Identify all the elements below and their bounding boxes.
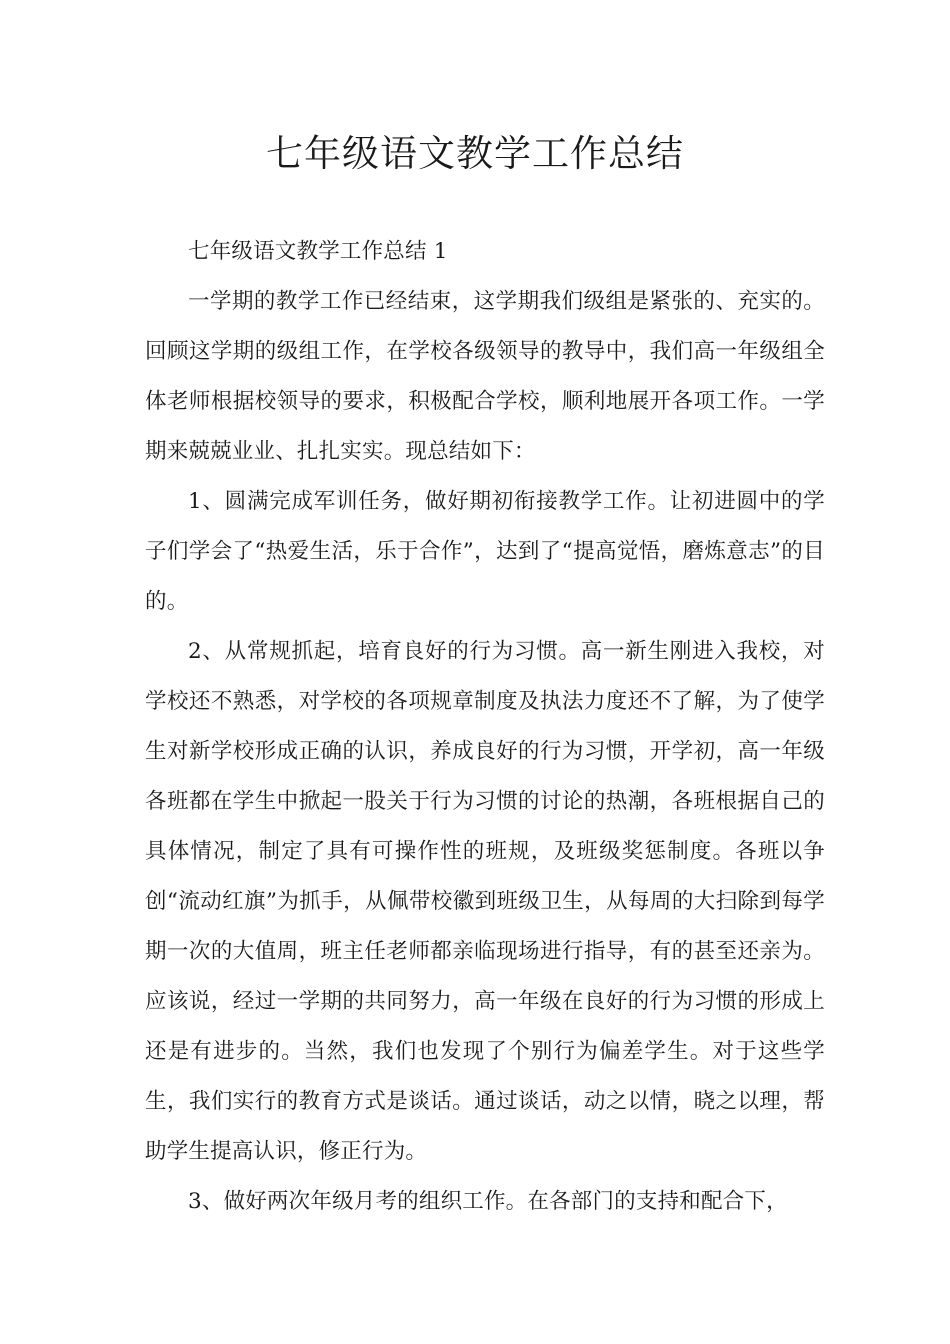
document-title: 七年级语文教学工作总结 (266, 132, 684, 175)
paragraph-intro: 一学期的教学工作已经结束，这学期我们级组是紧张的、充实的。回顾这学期的级组工作，在学校各级领导的教导中，我们高一年级组全体老师根据校领导的要求，积极配合学校，顺利地展开各项工作。一学期来兢兢业业、扎扎实实。现总结如下： (145, 289, 825, 464)
paragraph-item-1: 1、圆满完成军训任务，做好期初衔接教学工作。让初进圆中的学子们学会了“热爱生活，乐于合作”，达到了“提高觉悟，磨炼意志”的目的。 (145, 489, 825, 614)
paragraph-item-3: 3、做好两次年级月考的组织工作。在各部门的支持和配合下， (188, 1189, 788, 1214)
paragraph-item-2: 2、从常规抓起，培育良好的行为习惯。高一新生刚进入我校，对学校还不熟悉，对学校的各项规章制度及执法力度还不了解，为了使学生对新学校形成正确的认识，养成良好的行为习惯，开学初，高一年级各班都在学生中掀起一股关于行为习惯的讨论的热潮，各班根据自己的具体情况，制定了具有可操作性的班规，及班级奖惩制度。各班以争创“流动红旗”为抓手，从佩带校徽到班级卫生，从每周的大扫除到每学期一次的大值周，班主任老师都亲临现场进行指导，有的甚至还亲为。应该说，经过一学期的共同努力，高一年级在良好的行为习惯的形成上还是有进步的。当然，我们也发现了个别行为偏差学生。对于这些学生，我们实行的教育方式是谈话。通过谈话，动之以情，晓之以理，帮助学生提高认识，修正行为。 (145, 639, 825, 1164)
document-body (145, 227, 825, 1227)
section-heading: 七年级语文教学工作总结 1 (188, 239, 448, 264)
